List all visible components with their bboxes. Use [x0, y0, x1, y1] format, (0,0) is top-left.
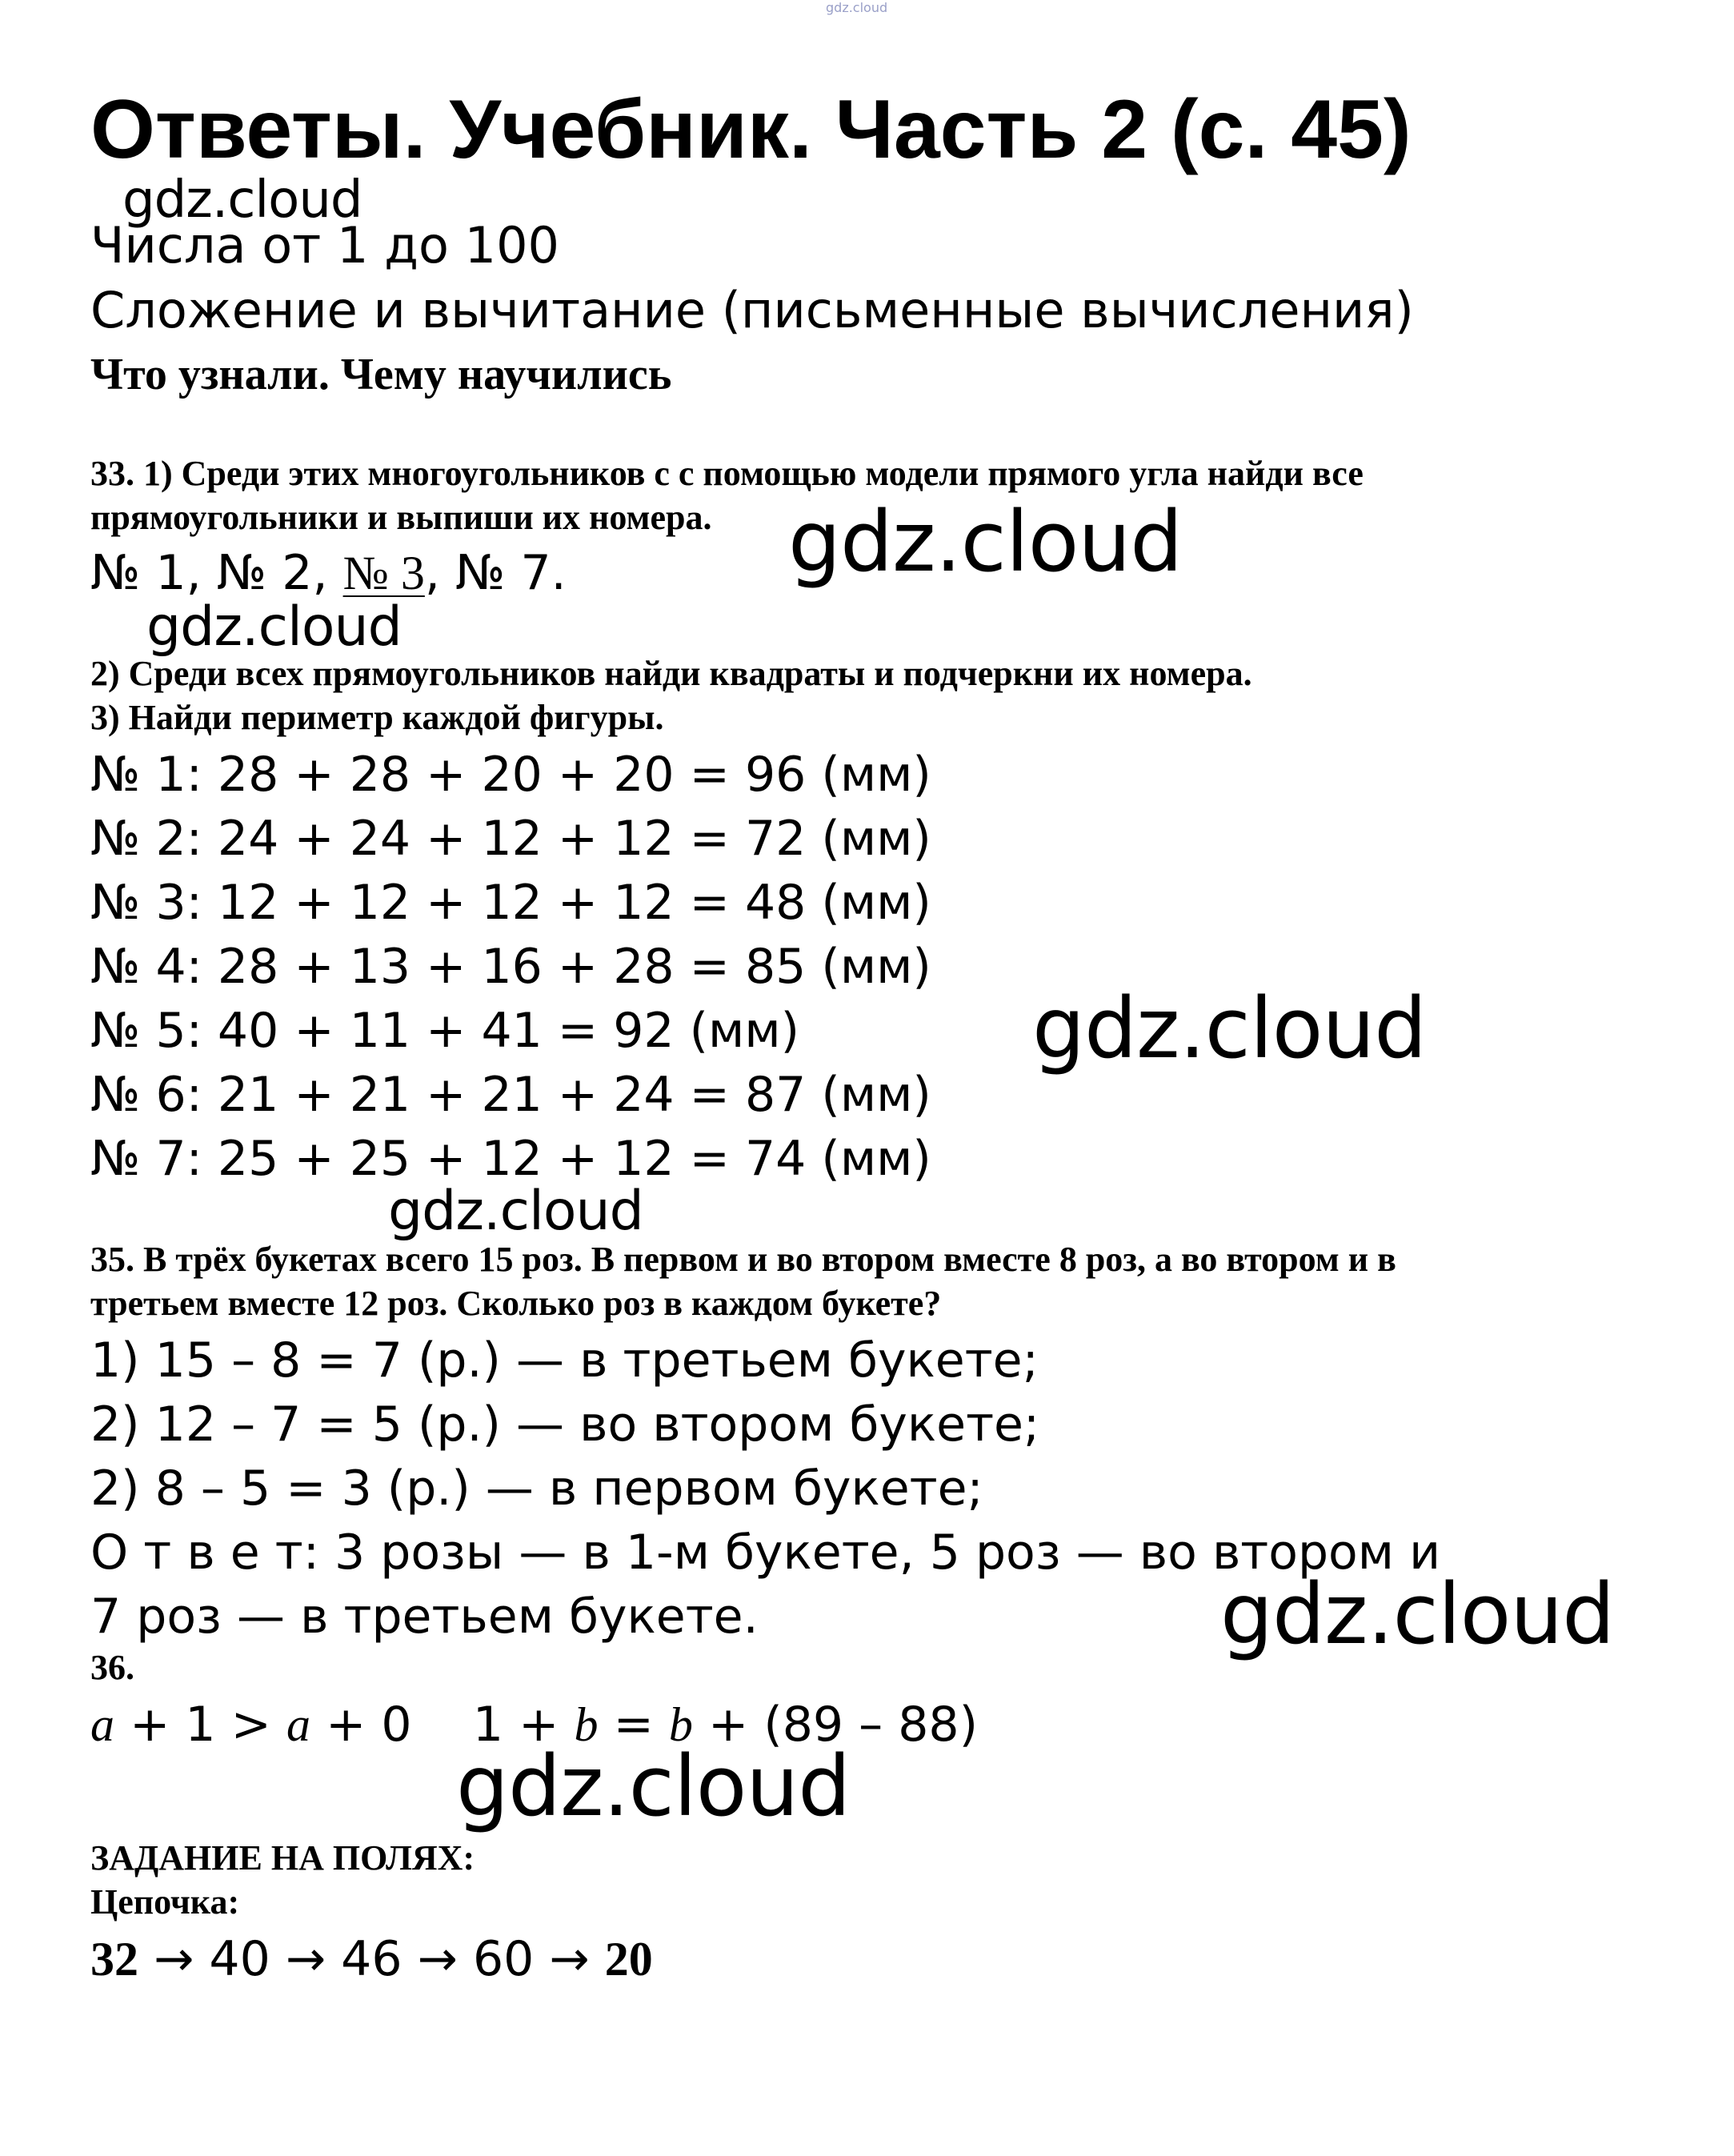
chain-sequence	[90, 1931, 653, 1987]
var-b: b	[668, 1698, 693, 1751]
watermark-6: gdz.cloud	[1220, 1565, 1615, 1663]
expr-part: + (89 – 88)	[692, 1697, 978, 1753]
top-watermark: gdz.cloud	[826, 0, 888, 15]
watermark-5: gdz.cloud	[388, 1180, 643, 1243]
perimeter-line: № 6: 21 + 21 + 21 + 24 = 87 (мм)	[90, 1067, 931, 1123]
subtitle-operations: Сложение и вычитание (письменные вычисления)	[90, 281, 1414, 339]
section-heading: Что узнали. Чему научились	[90, 350, 672, 399]
watermark-2: gdz.cloud	[788, 493, 1183, 591]
chain-end: 20	[604, 1933, 653, 1986]
answer-part-3: , № 7.	[424, 545, 567, 601]
task-35-answer-line2: 7 роз — в третьем букете.	[90, 1589, 759, 1645]
task-33-text-line2: прямоугольники и выпиши их номера.	[90, 498, 712, 537]
expr-part: + 1 >	[114, 1697, 287, 1753]
chain-middle: → 40 → 46 → 60 →	[138, 1931, 605, 1987]
margin-task-label: ЗАДАНИЕ НА ПОЛЯХ:	[90, 1838, 475, 1877]
task-33-question-2: 2) Среди всех прямоугольников найди квадраты и подчеркни их номера.	[90, 654, 1252, 693]
task-36-label: 36.	[90, 1648, 134, 1687]
task-35-step: 2) 8 – 5 = 3 (р.) — в первом букете;	[90, 1461, 983, 1517]
watermark-1: gdz.cloud	[122, 170, 362, 230]
subtitle-numbers: Числа от 1 до 100	[90, 216, 559, 275]
task-35-text-line1: 35. В трёх букетах всего 15 роз. В первом и во втором вместе 8 роз, а во втором и в	[90, 1240, 1396, 1279]
var-a: a	[286, 1698, 311, 1751]
task-33-text-line1: 33. 1) Среди этих многоугольников с с помощью модели прямого угла найди все	[90, 454, 1364, 493]
var-b: b	[574, 1698, 599, 1751]
task-35-text-line2: третьем вместе 12 роз. Сколько роз в каждом букете?	[90, 1284, 942, 1323]
perimeter-line: № 5: 40 + 11 + 41 = 92 (мм)	[90, 1003, 799, 1059]
answer-part-1: № 1, № 2,	[90, 545, 343, 601]
perimeter-line: № 3: 12 + 12 + 12 + 12 = 48 (мм)	[90, 875, 931, 931]
chain-label: Цепочка:	[90, 1882, 240, 1922]
task-35-answer-line1: О т в е т: 3 розы — в 1-м букете, 5 роз — во втором и	[90, 1525, 1441, 1581]
watermark-7: gdz.cloud	[456, 1737, 851, 1835]
chain-start: 32	[90, 1933, 138, 1986]
perimeter-line: № 2: 24 + 24 + 12 + 12 = 72 (мм)	[90, 811, 931, 867]
watermark-3: gdz.cloud	[146, 595, 402, 659]
task-35-step: 2) 12 – 7 = 5 (р.) — во втором букете;	[90, 1397, 1040, 1453]
perimeter-line: № 1: 28 + 28 + 20 + 20 = 96 (мм)	[90, 747, 931, 803]
expr-part: + 0 1 +	[310, 1697, 575, 1753]
task-35-step: 1) 15 – 8 = 7 (р.) — в третьем букете;	[90, 1332, 1039, 1389]
expr-part: =	[598, 1697, 669, 1753]
answer-square-underlined: № 3	[342, 547, 425, 599]
task-33-question-3: 3) Найди периметр каждой фигуры.	[90, 698, 664, 737]
page-title: Ответы. Учебник. Часть 2 (с. 45)	[90, 83, 1412, 176]
watermark-4: gdz.cloud	[1032, 980, 1427, 1077]
var-a: a	[90, 1698, 114, 1751]
perimeter-line: № 7: 25 + 25 + 12 + 12 = 74 (мм)	[90, 1131, 931, 1187]
task-33-answer	[90, 545, 567, 601]
perimeter-line: № 4: 28 + 13 + 16 + 28 = 85 (мм)	[90, 939, 931, 995]
